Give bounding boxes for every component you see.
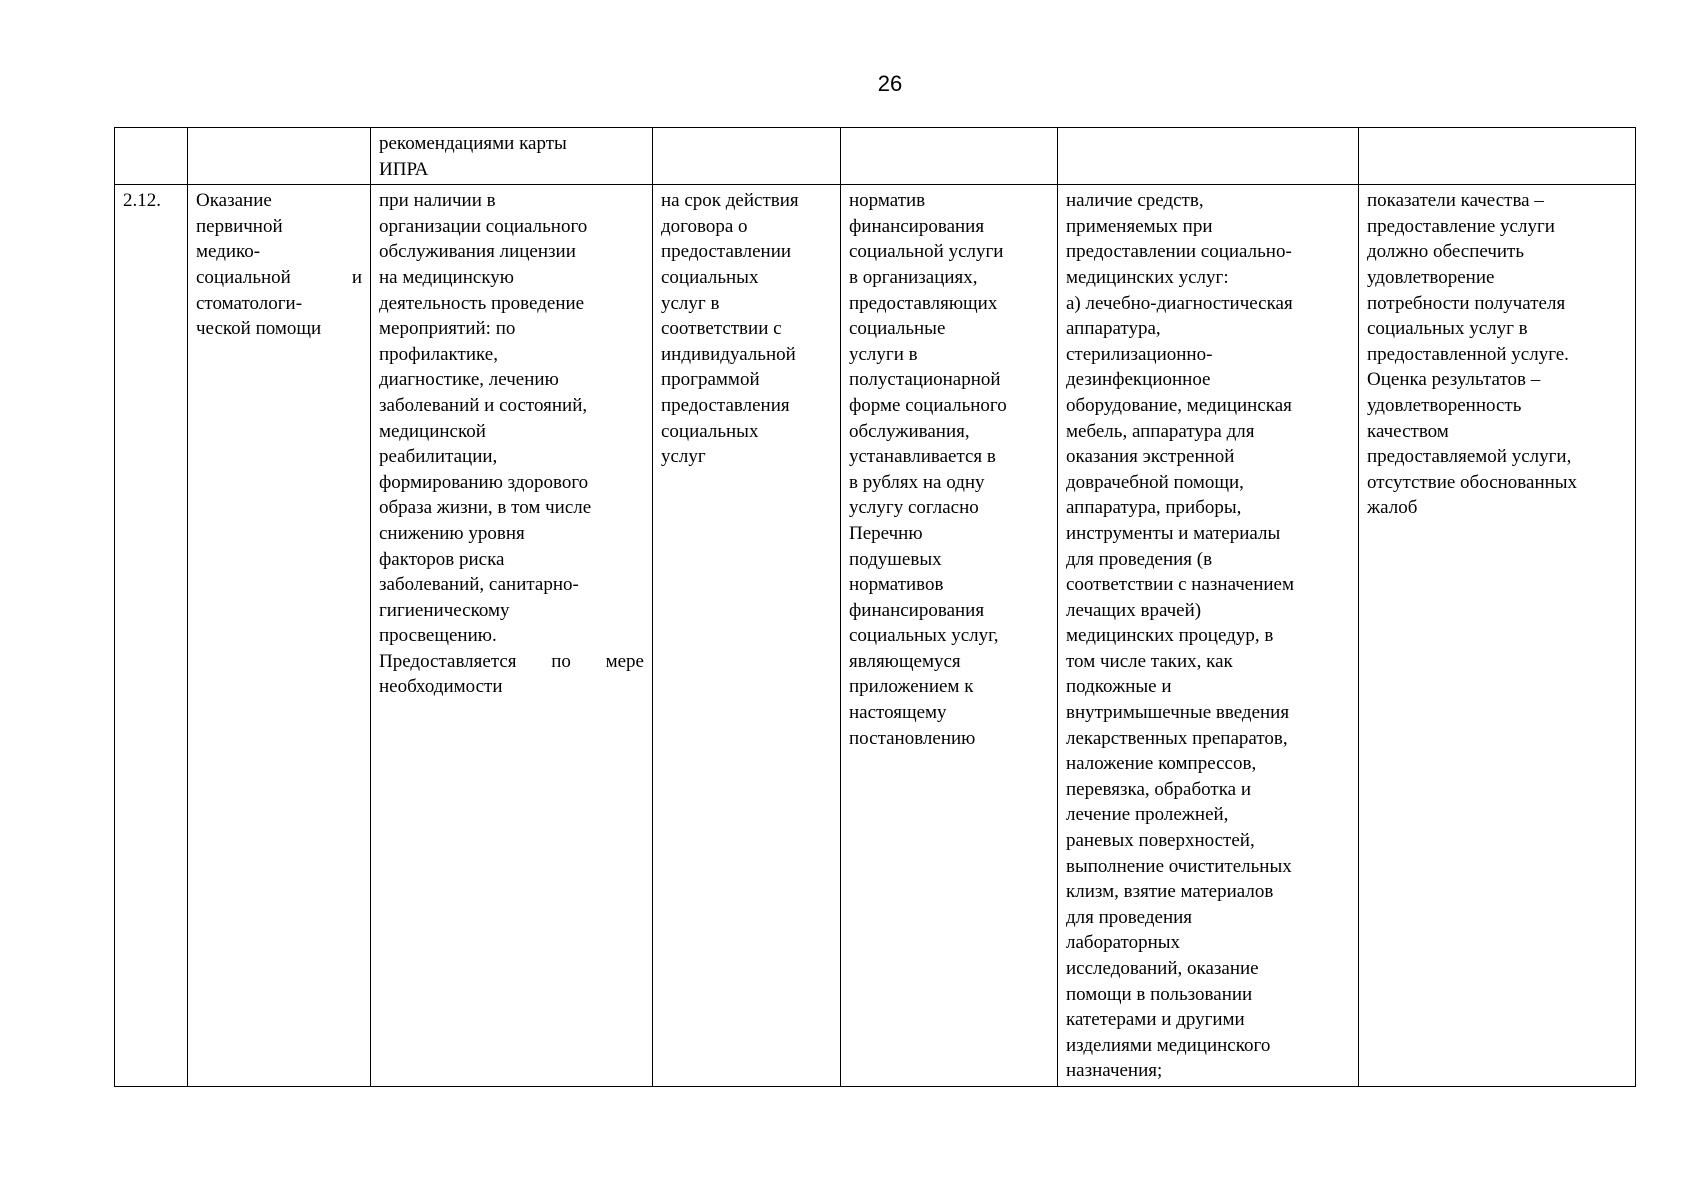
description-tail: необходимости: [379, 676, 503, 698]
table-cell-term: [653, 128, 841, 185]
page-number: 26: [877, 71, 903, 96]
table-row-continuation: [115, 128, 1636, 185]
table-row-2-12: [115, 185, 1636, 1087]
description-text: при наличии в организации социального обслуживания лицензии на медицинскую деятельность проведение мероприятий: по профилактике, диагностике, лечению заболеваний и состояний, медицинской реабилитации, формированию здорового образа жизни, в том числе снижению уровня факторов риска заболеваний, санитарно- гигиеническому просвещению.: [379, 190, 592, 647]
table-cell-conditions: наличие средств, применяемых при предоставлении социально- медицинских услуг: а) лечебно-диагностическая аппаратура, стерилизационно- дезинфекционное оборудование, медицинская мебель, аппаратура для оказания экстренной доврачебной помощи, аппаратура, приборы, инструменты и материалы для проведения (в соответствии с назначением лечащих врачей) медицинских процедур, в том числе таких, как подкожные и внутримышечные введения лекарственных препаратов, наложение компрессов, перевязка, обработка и лечение пролежней, раневых поверхностей, выполнение очистительных клизм, взятие материалов для проведения лабораторных исследований, оказание помощи в пользовании катетерами и другими изделиями медицинского назначения;: [1058, 185, 1359, 1087]
table-cell-description: [371, 185, 653, 1087]
table-cell-service-name: [188, 185, 371, 1087]
services-table: [114, 127, 1636, 1087]
table-cell-term: на срок действия договора о предоставлении социальных услуг в соответствии с индивидуальной программой предоставления социальных услуг: [653, 185, 841, 1087]
description-tail-justified: Предоставляется по мере: [379, 650, 644, 672]
table-cell-number: [115, 128, 188, 185]
service-name-line-justified: социальной и: [196, 266, 362, 288]
service-name-line: первичной: [196, 215, 283, 237]
service-name-line: медико-: [196, 241, 261, 263]
table-cell-description: рекомендациями карты ИПРА: [371, 128, 653, 185]
table-cell-quality: показатели качества – предоставление услуги должно обеспечить удовлетворение потребности получателя социальных услуг в предоставленной услуге. Оценка результатов – удовлетворенность качеством предоставляемой услуги, отсутствие обоснованных жалоб: [1359, 185, 1636, 1087]
table-cell-standard: норматив финансирования социальной услуги в организациях, предоставляющих социальные услуги в полустационарной форме социального обслуживания, устанавливается в в рублях на одну услугу согласно Перечню подушевых нормативов финансирования социальных услуг, являющемуся приложением к настоящему постановлению: [841, 185, 1058, 1087]
service-name-line: Оказание: [196, 190, 272, 212]
table-cell-number: 2.12.: [115, 185, 188, 1087]
table-cell-standard: [841, 128, 1058, 185]
table-cell-service-name: [188, 128, 371, 185]
table-cell-conditions: [1058, 128, 1359, 185]
service-name-line: ческой помощи: [196, 318, 322, 340]
service-name-line: стоматологи-: [196, 292, 303, 314]
table-cell-quality: [1359, 128, 1636, 185]
